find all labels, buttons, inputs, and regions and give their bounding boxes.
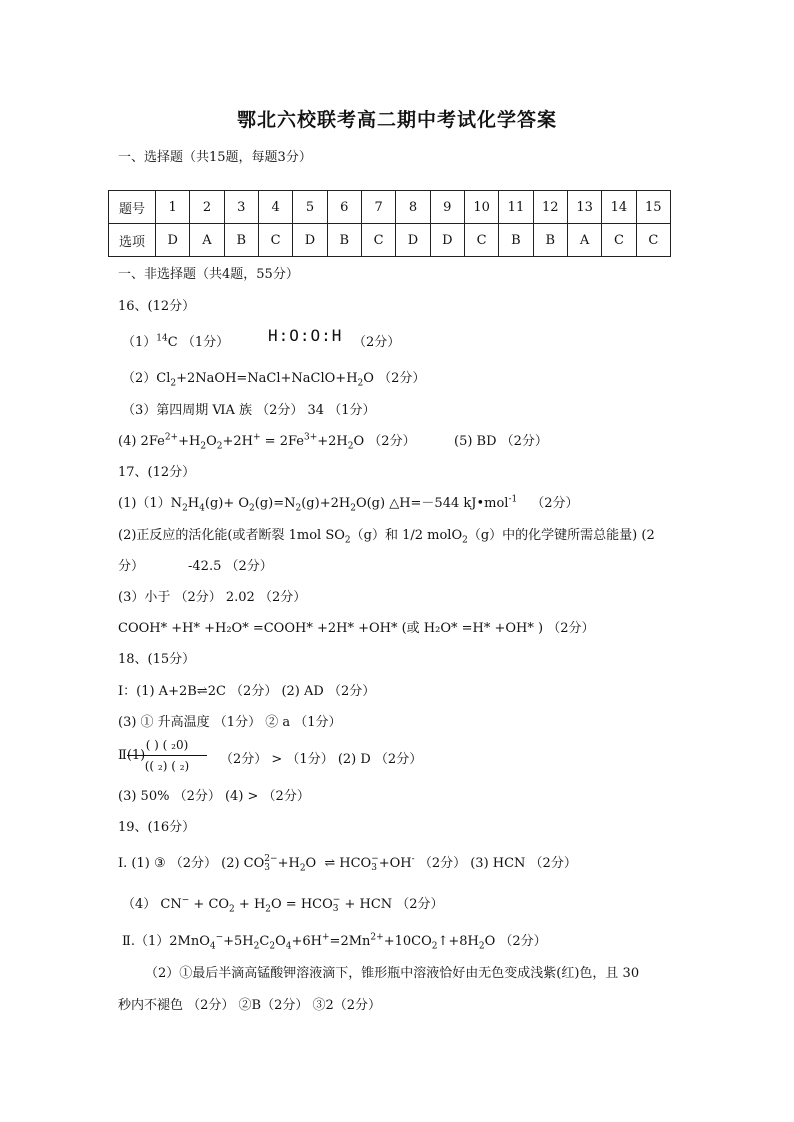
q16-line1: $(1)^{14}C$ （1分） bbox=[122, 333, 230, 350]
q18-line2: (3) ① 升高温度 （1分） ② a （1分） bbox=[118, 715, 342, 730]
equilibrium-arrow-icon: ⇌ bbox=[196, 684, 208, 699]
section-nonchoice-heading: 一、非选择题（共4题，55分） bbox=[118, 267, 299, 282]
table-cell: 4 bbox=[258, 191, 292, 224]
table-cell: D bbox=[430, 224, 464, 257]
q17-line1: $(1)(1)N_2H_4(g)+ O_2(g)=N_2(g)+2H_2O(g)$ △H=－544 kJ•mol$^{-1}$ （2分） bbox=[118, 494, 579, 514]
table-row-numbers bbox=[109, 191, 671, 224]
equilibrium-arrow-icon: ⇌ bbox=[324, 856, 336, 871]
table-cell: 5 bbox=[293, 191, 327, 224]
table-cell: 10 bbox=[464, 191, 498, 224]
fraction-bar bbox=[127, 755, 207, 756]
page-title: 鄂北六校联考高二期中考试化学答案 bbox=[236, 109, 557, 131]
table-header-answer: 选项 bbox=[109, 224, 156, 257]
q17-line5: COOH* +H* +H₂O* =COOH* +2H* +OH* (或 H₂O* =H* +OH* ) （2分） bbox=[118, 621, 595, 636]
table-cell: A bbox=[190, 224, 224, 257]
table-cell: 12 bbox=[533, 191, 567, 224]
q16-line2: $(2)Cl_2+2NaOH=NaCl+NaClO+H_2O$ （2分） bbox=[122, 371, 426, 389]
table-cell: 9 bbox=[430, 191, 464, 224]
table-cell: 6 bbox=[327, 191, 361, 224]
table-cell: 14 bbox=[602, 191, 636, 224]
q19-line5: 秒内不褪色 （2分） ②B（2分） ③2（2分） bbox=[118, 998, 382, 1013]
table-cell: C bbox=[258, 224, 292, 257]
q16-heading: 16、(12分） bbox=[118, 299, 196, 314]
table-row-answers bbox=[109, 224, 671, 257]
h2o2-electron-structure: H:O:O:H bbox=[268, 326, 343, 345]
q17-line2: (2)正反应的活化能(或者断裂 1mol $SO_2(g)$和 1/2 molO$_2$（g）中的化学键所需总能量) (2 bbox=[118, 528, 655, 546]
table-cell: D bbox=[156, 224, 190, 257]
equilibrium-constant-fraction bbox=[127, 738, 207, 776]
q18-line3: （2分） > （1分） (2) D （2分） bbox=[220, 752, 423, 767]
table-cell: B bbox=[327, 224, 361, 257]
table-cell: B bbox=[499, 224, 533, 257]
q18-line4: (3) 50% （2分） (4) > （2分） bbox=[118, 789, 310, 804]
table-cell: C bbox=[636, 224, 670, 257]
table-cell: D bbox=[396, 224, 430, 257]
q19-line4: （2）①最后半滴高锰酸钾溶液滴下，锥形瓶中溶液恰好由无色变成浅紫(红)色，且 30 bbox=[145, 966, 640, 981]
fraction-numerator: ( ) ( ₂0) bbox=[145, 738, 189, 752]
q19-line3: $Ⅱ.(1)2MnO_4^-+5H_2C_2O_4+6H^+=2Mn^{2+}+10CO_2↑+8H_2O$ （2分） bbox=[122, 932, 547, 952]
table-cell: 7 bbox=[361, 191, 395, 224]
q19-line1: I. (1) ③ （2分） (2) CO 2− 3 $+H_2O$ ⇌ HCO − 3 +OH- （2分） (3) HCN （2分） bbox=[118, 853, 577, 874]
q19-line2: （4） $CN^- + CO_2 + H_2O$ = HCO − 3 + HCN （2分） bbox=[122, 894, 444, 915]
table-header-number: 题号 bbox=[109, 191, 156, 224]
table-cell: 8 bbox=[396, 191, 430, 224]
table-cell: B bbox=[533, 224, 567, 257]
table-cell: 1 bbox=[156, 191, 190, 224]
table-cell: C bbox=[602, 224, 636, 257]
q18-heading: 18、(15分） bbox=[118, 652, 196, 667]
q17-heading: 17、(12分） bbox=[118, 465, 196, 480]
fraction-denominator: (( ₂) ( ₂) bbox=[144, 759, 190, 773]
q16-line1-score: （2分） bbox=[353, 335, 401, 350]
table-cell: A bbox=[567, 224, 601, 257]
q16-line4: (4) $2Fe^{2+}+H_2O_2+2H^+ = 2Fe^{3+}+2H_2O$ （2分） bbox=[118, 432, 416, 452]
table-cell: 2 bbox=[190, 191, 224, 224]
answer-table bbox=[108, 190, 671, 257]
q17-line4: (3）小于 （2分） 2.02 （2分） bbox=[118, 590, 307, 605]
q17-line3: 分） -42.5 （2分） bbox=[118, 559, 273, 574]
section-choice-heading: 一、选择题（共15题，每题3分） bbox=[118, 150, 312, 165]
table-cell: 13 bbox=[567, 191, 601, 224]
q19-heading: 19、(16分） bbox=[118, 820, 196, 835]
table-cell: 11 bbox=[499, 191, 533, 224]
table-cell: C bbox=[361, 224, 395, 257]
table-cell: B bbox=[224, 224, 258, 257]
q16-line4-part5: (5) BD （2分） bbox=[454, 434, 548, 449]
table-cell: D bbox=[293, 224, 327, 257]
table-cell: C bbox=[464, 224, 498, 257]
q18-line1: Ⅰ：(1) A+2B⇌2C （2分） (2) AD （2分） bbox=[118, 684, 376, 699]
q18-line3-label: Ⅱ(1) bbox=[118, 748, 146, 763]
table-cell: 15 bbox=[636, 191, 670, 224]
q16-line3: （3）第四周期 ⅥA 族 （2分） 34 （1分） bbox=[122, 403, 376, 418]
table-cell: 3 bbox=[224, 191, 258, 224]
